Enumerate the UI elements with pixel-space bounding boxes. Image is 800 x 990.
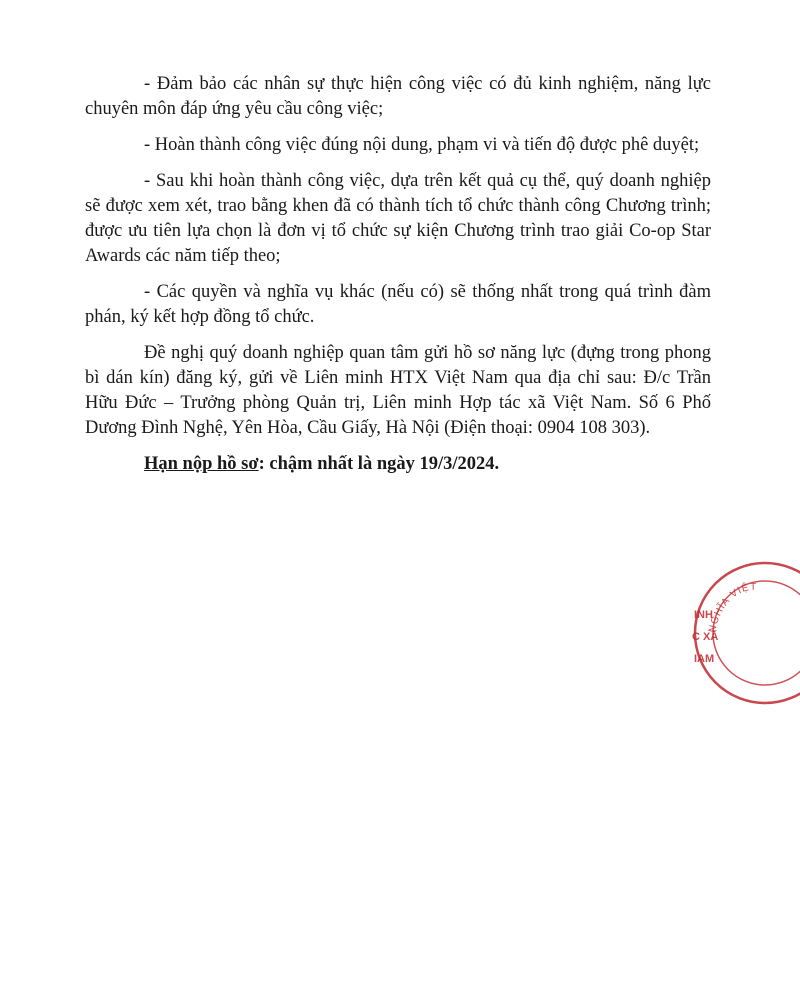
paragraph-submission: Đề nghị quý doanh nghiệp quan tâm gửi hồ sơ năng lực (đựng trong phong bì dán kín) đăng ký, gửi về Liên minh HTX Việt Nam qua địa chỉ sau: Đ/c Trần Hữu Đức – Trưởng phòng Quản trị, Liên minh Hợp tác xã Việt Nam. Số 6 Phố Dương Đình Nghệ, Yên Hòa, Cầu Giấy, Hà Nội (Điện thoại: 0904 108 303).: [85, 343, 711, 438]
deadline-line: [85, 452, 711, 477]
paragraph-commendation: - Sau khi hoàn thành công việc, dựa trên kết quả cụ thể, quý doanh nghiệp sẽ được xem xét, trao bằng khen đã có thành tích tổ chức thành công Chương trình; được ưu tiên lựa chọn là đơn vị tổ chức sự kiện Chương trình trao giải Co-op Star Awards các năm tiếp theo;: [85, 171, 711, 266]
paragraph-rights: - Các quyền và nghĩa vụ khác (nếu có) sẽ thống nhất trong quá trình đàm phán, ký kết hợp đồng tổ chức.: [85, 282, 711, 327]
stamp-line-2: C XÃ: [692, 631, 719, 643]
stamp-outer-text: NGHĨA VIỆT: [707, 581, 758, 634]
stamp-line-1: INH: [694, 609, 713, 621]
stamp-line-3: IAM: [694, 653, 715, 665]
paragraph-personnel: - Đảm bảo các nhân sự thực hiện công việc có đủ kinh nghiệm, năng lực chuyên môn đáp ứng yêu cầu công việc;: [85, 74, 711, 119]
deadline-text: : chậm nhất là ngày 19/3/2024.: [258, 454, 500, 474]
document-body: [85, 72, 711, 477]
deadline-label: Hạn nộp hồ sơ: [144, 454, 259, 474]
paragraph-completion: - Hoàn thành công việc đúng nội dung, phạm vi và tiến độ được phê duyệt;: [144, 135, 700, 155]
red-seal-stamp: [680, 558, 800, 708]
